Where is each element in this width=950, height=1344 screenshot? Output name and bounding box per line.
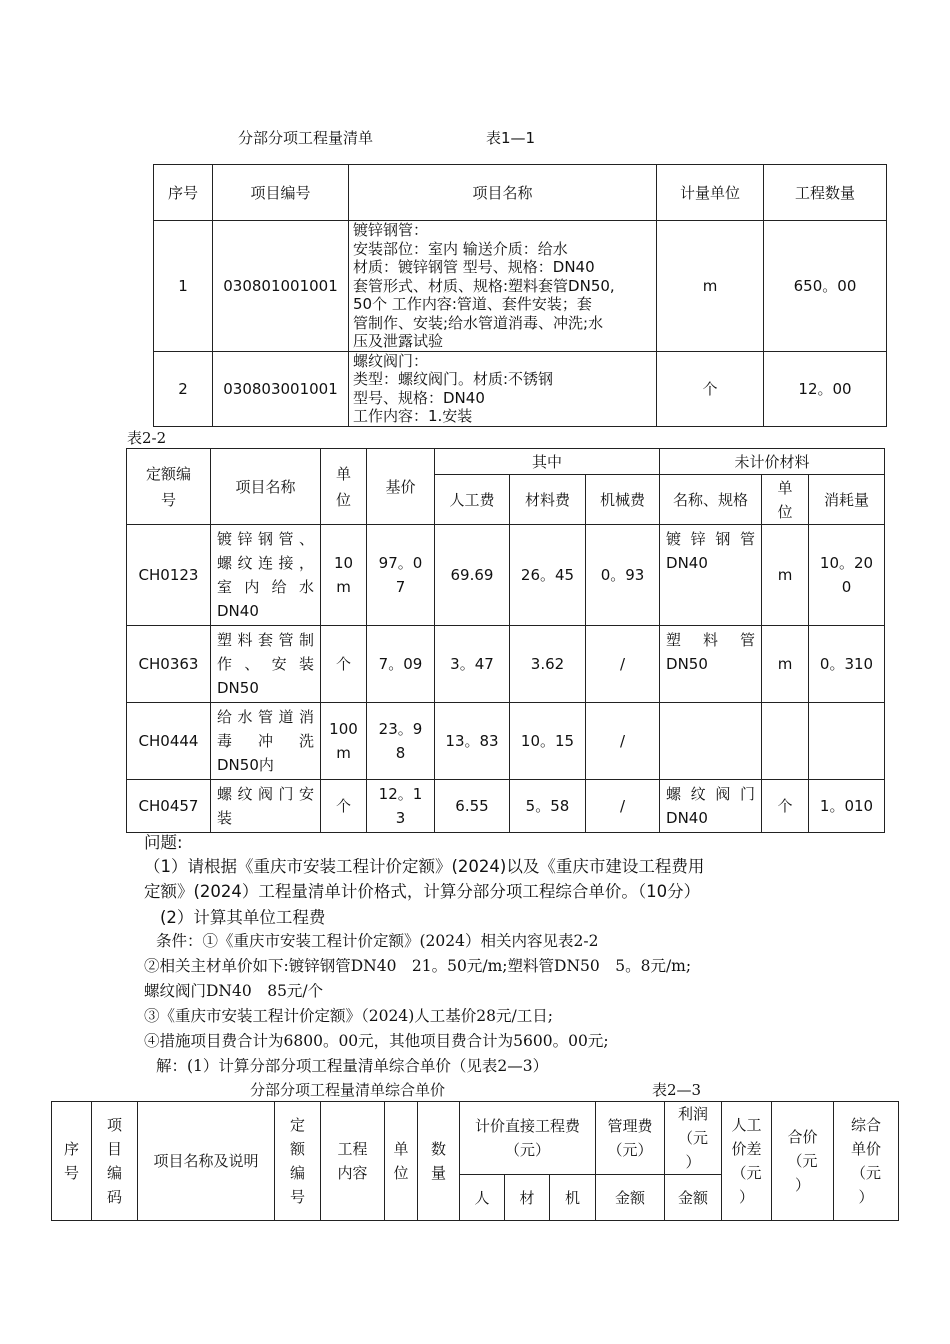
- header-quota-line: 额: [289, 1140, 305, 1158]
- row-spec: [660, 703, 762, 780]
- table1-header-row: [154, 165, 887, 221]
- cons-line: 0: [841, 578, 852, 596]
- name-line: DN50内: [217, 756, 274, 774]
- base-line: 3: [395, 809, 406, 827]
- name-line: 材质：镀锌钢管 型号、规格：DN40: [353, 258, 595, 276]
- row-consumption: [809, 703, 885, 780]
- row-labor: 69.69: [435, 525, 510, 626]
- header-qty-line: 量: [430, 1164, 446, 1182]
- name-line: DN40: [217, 602, 259, 620]
- name-line: 安装部位：室内 输送介质：给水: [353, 239, 568, 258]
- name-line: 装: [217, 809, 233, 827]
- header-profit-line: 利润: [678, 1105, 709, 1123]
- header-quota-line: 定: [289, 1116, 305, 1134]
- header-profit: [665, 1102, 722, 1175]
- spec-line: DN40: [666, 554, 708, 572]
- header-code-line: 码: [106, 1188, 122, 1206]
- base-line: 8: [395, 744, 406, 762]
- header-qty: [418, 1102, 460, 1221]
- header-mgmt: [596, 1102, 665, 1175]
- row-code: CH0444: [127, 703, 211, 780]
- unit-line: 10: [333, 554, 354, 572]
- row-name: [349, 221, 657, 352]
- row-unit: [321, 525, 367, 626]
- header-labor-diff-line: 人工: [731, 1116, 762, 1134]
- spec-line: 塑料管: [666, 631, 756, 649]
- header-unit2: [762, 475, 809, 525]
- row-code: CH0363: [127, 626, 211, 703]
- cons-line: 10。20: [819, 554, 874, 572]
- spec-line: 螺纹阀门: [666, 785, 756, 803]
- row-code: CH0123: [127, 525, 211, 626]
- name-line: 工作内容：1.安装: [353, 407, 473, 425]
- unit-line: m: [336, 578, 351, 596]
- header-quota-line: 号: [289, 1188, 305, 1206]
- header-group2: 未计价材料: [660, 449, 885, 475]
- table1-title: 分部分项工程量清单: [238, 129, 374, 147]
- row-spec: [660, 780, 762, 833]
- row-unit2: m: [762, 525, 809, 626]
- question-1-line1: （1）请根据《重庆市安装工程计价定额》(2024)以及《重庆市建设工程费用: [144, 857, 705, 876]
- header-profit-line: ）: [685, 1153, 701, 1171]
- table-row: [127, 525, 885, 626]
- questions-title: 问题:: [144, 833, 183, 852]
- header-unit-text: 单位: [335, 464, 351, 509]
- name-line: 螺纹连接，: [217, 554, 314, 572]
- row-material: 10。15: [510, 703, 586, 780]
- question-1-line2: 定额》(2024）工程量清单计价格式，计算分部分项工程综合单价。（10分）: [144, 882, 701, 901]
- row-material: 26。45: [510, 525, 586, 626]
- row-no: 2: [154, 351, 213, 426]
- header-unit-price: [834, 1102, 899, 1221]
- name-line: 管制作、安装;给水管道消毒、冲洗;水: [353, 313, 604, 332]
- header-unit: [385, 1102, 418, 1221]
- header-unit-line: 单: [393, 1140, 409, 1158]
- table2-label: 表2-2: [127, 429, 167, 447]
- row-consumption: 0。310: [809, 626, 885, 703]
- row-material: 5。58: [510, 780, 586, 833]
- row-name: [349, 351, 657, 426]
- row-base: [367, 703, 435, 780]
- row-name: [211, 703, 321, 780]
- answer-intro: 解：(1）计算分部分项工程量清单综合单价（见表2—3）: [156, 1057, 549, 1075]
- name-line: 螺纹阀门：: [353, 351, 429, 370]
- header-unit-price-line: （元: [851, 1164, 882, 1182]
- header-labor: 人工费: [435, 475, 510, 525]
- name-line: 类型：螺纹阀门。材质:不锈钢: [353, 370, 554, 388]
- row-unit: 个: [657, 351, 764, 426]
- row-labor: 6.55: [435, 780, 510, 833]
- row-unit: [321, 703, 367, 780]
- spec-line: DN50: [666, 655, 708, 673]
- header-qty: 工程数量: [764, 165, 887, 221]
- row-machine: /: [586, 626, 660, 703]
- condition-2b: 螺纹阀门DN40 85元/个: [144, 982, 324, 1000]
- header-code-line: 编: [106, 1164, 122, 1182]
- header-labor-diff-line: 价差: [731, 1140, 762, 1158]
- header-total-line: （元: [787, 1152, 818, 1170]
- header-code-line: 项: [106, 1116, 122, 1134]
- row-base: [367, 780, 435, 833]
- row-consumption: 1。010: [809, 780, 885, 833]
- header-labor-diff: [722, 1102, 772, 1221]
- name-line: 50个 工作内容:管道、套件安装；套: [353, 295, 592, 313]
- header-code-text: 定额编号: [145, 464, 191, 509]
- table3-caption: 分部分项工程量清单综合单价: [250, 1081, 446, 1099]
- header-content-line: 内容: [337, 1164, 368, 1182]
- header-code: 项目编号: [213, 165, 349, 221]
- header-mgmt-line: （元）: [607, 1141, 653, 1159]
- row-spec: [660, 525, 762, 626]
- unit-line: m: [336, 744, 351, 762]
- row-spec: [660, 626, 762, 703]
- header-no-line: 序: [63, 1140, 79, 1158]
- table2: [126, 448, 885, 833]
- base-line: 12。1: [378, 785, 423, 803]
- question-2: (2）计算其单位工程费: [160, 908, 326, 927]
- header-mgmt-amount: 金额: [596, 1175, 665, 1221]
- name-line: DN50: [217, 679, 259, 697]
- row-qty: 12。00: [764, 351, 887, 426]
- header-unit2-text: 单位: [777, 478, 793, 521]
- row-name: [211, 626, 321, 703]
- name-line: 室内给水: [217, 578, 314, 596]
- header-code: [127, 449, 211, 525]
- header-total-line: ）: [795, 1176, 811, 1194]
- name-line: 作、安装: [217, 655, 314, 673]
- header-direct-line: （元）: [505, 1141, 551, 1159]
- spec-line: DN40: [666, 809, 708, 827]
- condition-2: ②相关主材单价如下:镀锌钢管DN40 21。50元/m;塑料管DN50 5。8元/m;: [144, 957, 692, 975]
- header-quota-line: 编: [289, 1164, 305, 1182]
- header-labor-diff-line: ）: [739, 1188, 755, 1206]
- condition-4: ④措施项目费合计为6800。00元，其他项目费合计为5600。00元;: [144, 1032, 609, 1050]
- table-row: [127, 626, 885, 703]
- table-row: [127, 780, 885, 833]
- base-line: 97。0: [378, 554, 423, 572]
- table3: [51, 1101, 899, 1221]
- table3-number: 表2—3: [652, 1081, 702, 1099]
- header-mgmt-line: 管理费: [607, 1117, 653, 1135]
- name-line: 塑料套管制: [217, 631, 314, 649]
- row-code: 030803001001: [213, 351, 349, 426]
- name-line: 套管形式、材质、规格:塑料套管DN50,: [353, 276, 615, 295]
- row-base: [367, 525, 435, 626]
- header-group1: 其中: [435, 449, 660, 475]
- row-no: 1: [154, 221, 213, 352]
- header-code-line: 目: [106, 1140, 122, 1158]
- row-unit2: 个: [762, 780, 809, 833]
- name-line: 螺纹阀门安: [217, 785, 314, 803]
- header-no-line: 号: [63, 1164, 79, 1182]
- header-content: [321, 1102, 385, 1221]
- table3-header-row1: [52, 1102, 899, 1175]
- header-name: 项目名称及说明: [138, 1102, 275, 1221]
- header-unit: [321, 449, 367, 525]
- row-name: [211, 780, 321, 833]
- header-unit-price-line: 综合: [851, 1116, 882, 1134]
- header-consumption: 消耗量: [809, 475, 885, 525]
- row-qty: 650。00: [764, 221, 887, 352]
- name-line: 镀锌钢管、: [217, 530, 314, 548]
- header-material: 材料费: [510, 475, 586, 525]
- name-line: 压及泄露试验: [353, 332, 444, 350]
- header-unit-line: 位: [393, 1164, 409, 1182]
- header-profit-line: （元: [678, 1129, 709, 1147]
- header-base: 基价: [367, 449, 435, 525]
- base-line: 7: [395, 578, 406, 596]
- row-code: CH0457: [127, 780, 211, 833]
- header-labor: 人: [460, 1175, 505, 1221]
- header-qty-line: 数: [430, 1140, 446, 1158]
- condition-3: ③《重庆市安装工程计价定额》（2024)人工基价28元/工日;: [144, 1007, 553, 1025]
- header-machine: 机械费: [586, 475, 660, 525]
- row-base: 7。09: [367, 626, 435, 703]
- header-unit-price-line: ）: [858, 1188, 874, 1206]
- name-line: 给水管道消: [217, 708, 314, 726]
- header-content-line: 工程: [337, 1140, 368, 1158]
- row-machine: /: [586, 780, 660, 833]
- header-quota: [275, 1102, 321, 1221]
- row-consumption: [809, 525, 885, 626]
- base-line: 23。9: [378, 720, 423, 738]
- spec-line: 镀锌钢管: [666, 530, 756, 548]
- header-labor-diff-line: （元: [731, 1164, 762, 1182]
- row-unit2: m: [762, 626, 809, 703]
- table1-caption: [238, 127, 373, 148]
- header-no: [52, 1102, 92, 1221]
- row-labor: 3。47: [435, 626, 510, 703]
- header-direct-line: 计价直接工程费: [475, 1117, 581, 1135]
- row-unit2: [762, 703, 809, 780]
- header-material: 材: [505, 1175, 550, 1221]
- name-line: 毒冲洗: [217, 732, 314, 750]
- header-spec: 名称、规格: [660, 475, 762, 525]
- row-unit: 个: [321, 626, 367, 703]
- table2-header-row1: [127, 449, 885, 475]
- row-unit: 个: [321, 780, 367, 833]
- header-profit-amount: 金额: [665, 1175, 722, 1221]
- header-total: [772, 1102, 834, 1221]
- header-code: [92, 1102, 138, 1221]
- table-row: [154, 351, 887, 426]
- name-line: 型号、规格：DN40: [353, 388, 485, 407]
- header-name: 项目名称: [211, 449, 321, 525]
- table-row: [127, 703, 885, 780]
- condition-1: 条件：①《重庆市安装工程计价定额》(2024）相关内容见表2-2: [156, 932, 599, 950]
- header-machine: 机: [550, 1175, 596, 1221]
- unit-line: 100: [329, 720, 358, 738]
- header-no: 序号: [154, 165, 213, 221]
- table1-number: 表1—1: [486, 129, 536, 147]
- header-direct-cost: [460, 1102, 596, 1175]
- row-material: 3.62: [510, 626, 586, 703]
- header-unit-price-line: 单价: [851, 1140, 882, 1158]
- header-name: 项目名称: [349, 165, 657, 221]
- row-unit: m: [657, 221, 764, 352]
- header-total-line: 合价: [787, 1128, 818, 1146]
- row-code: 030801001001: [213, 221, 349, 352]
- row-machine: 0。93: [586, 525, 660, 626]
- row-machine: /: [586, 703, 660, 780]
- name-line: 镀锌钢管：: [353, 221, 429, 239]
- row-labor: 13。83: [435, 703, 510, 780]
- header-unit: 计量单位: [657, 165, 764, 221]
- table-row: [154, 221, 887, 352]
- table1: [153, 164, 887, 427]
- row-name: [211, 525, 321, 626]
